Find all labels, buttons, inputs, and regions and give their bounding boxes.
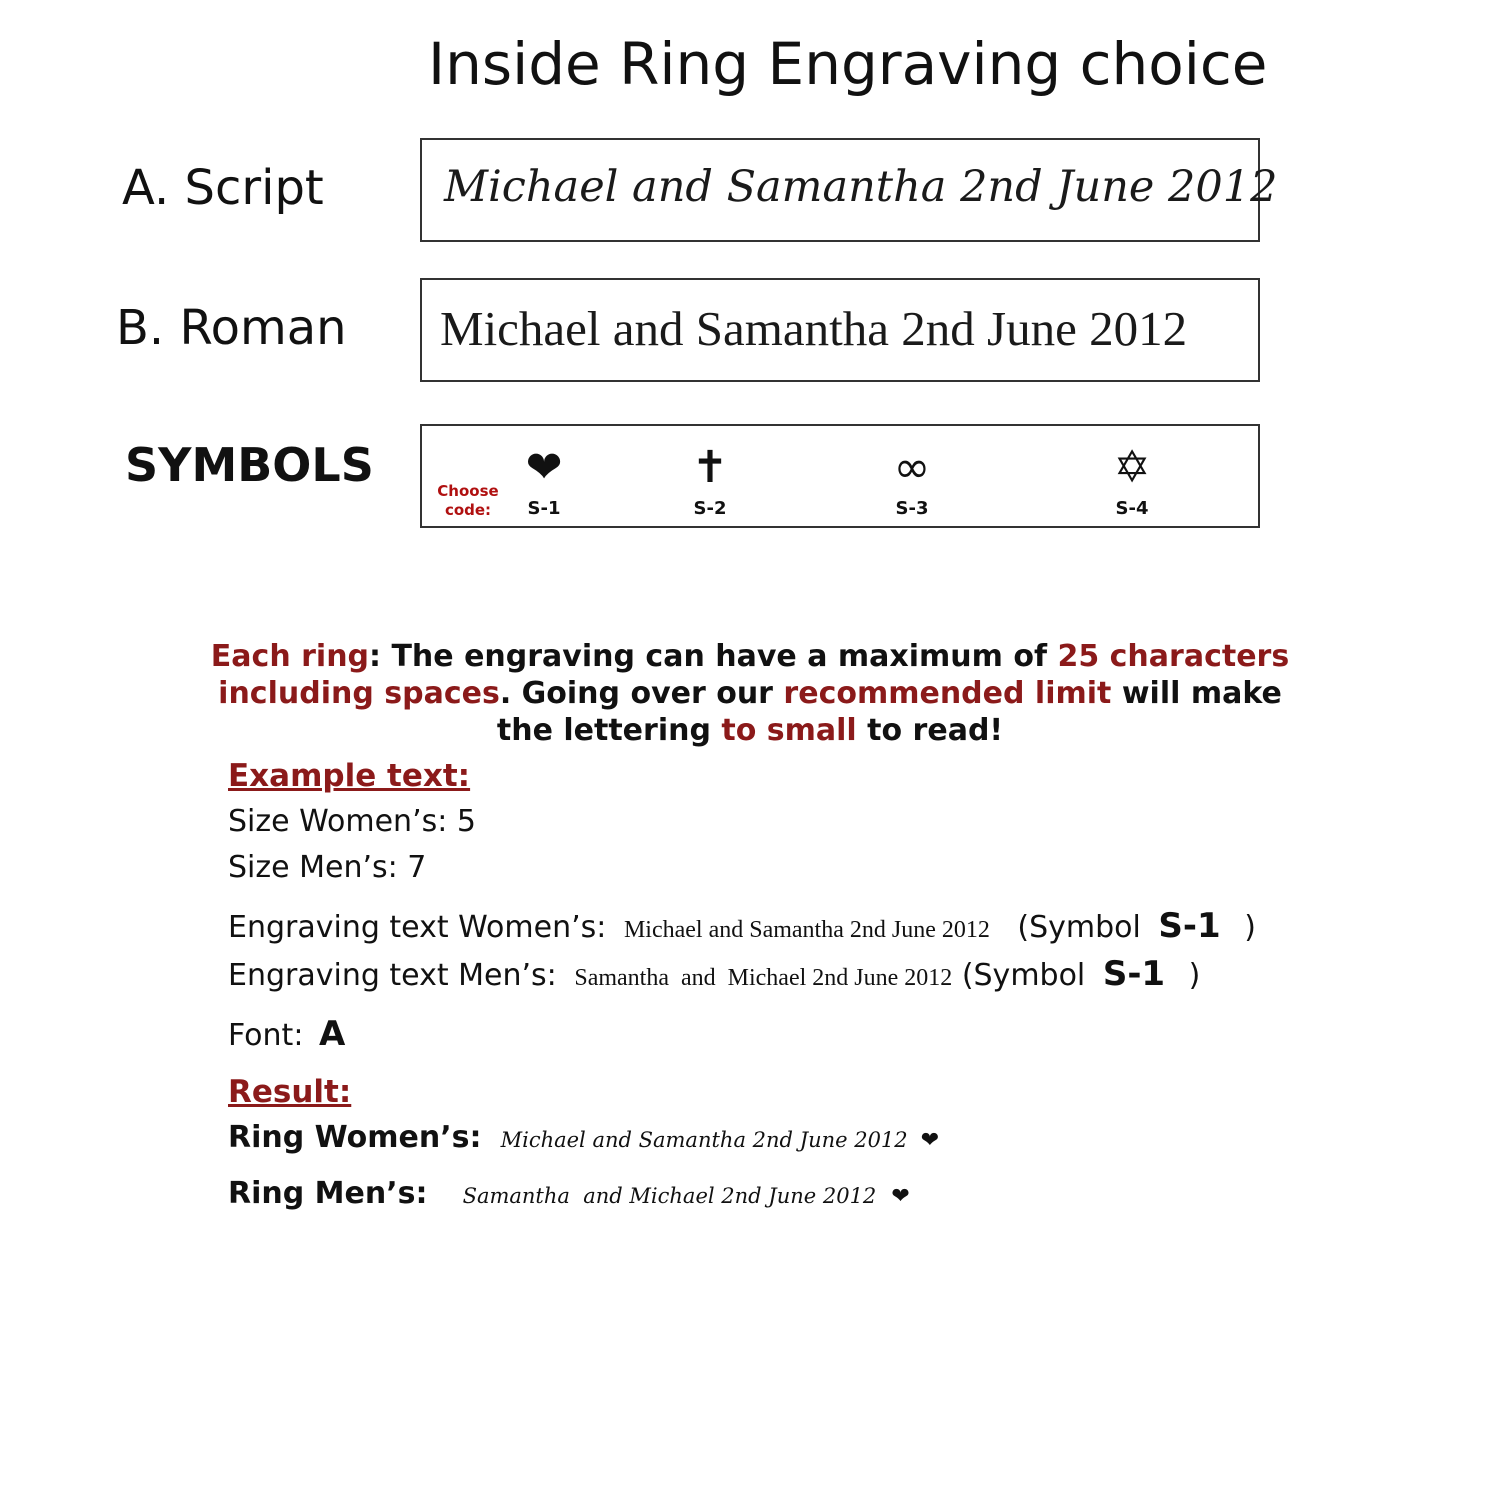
- symbol-code: S-1: [1158, 906, 1221, 946]
- each-ring-label: Each ring: [210, 639, 370, 674]
- heart-icon: ❤: [891, 1184, 910, 1209]
- symbol-code: S-1: [527, 498, 561, 519]
- roman-sample-text: Michael and Samantha 2nd June 2012: [440, 301, 1188, 356]
- page-title: Inside Ring Engraving choice: [428, 30, 1268, 98]
- heart-icon: ❤: [920, 1128, 940, 1153]
- heart-icon: ❤: [525, 442, 563, 493]
- size-women: Size Women’s: 5: [228, 804, 476, 839]
- ring-men-result: Ring Men’s: Samantha and Michael 2nd June 2012 ❤: [228, 1176, 910, 1211]
- ring-women-engraving: Michael and Samantha 2nd June 2012: [500, 1128, 908, 1152]
- example-heading: Example text:: [228, 758, 471, 794]
- option-script-label: A. Script: [122, 160, 324, 216]
- character-limit: 25 characters including spaces: [218, 639, 1290, 711]
- symbols-label: SYMBOLS: [125, 438, 374, 492]
- ring-women-result: Ring Women’s: Michael and Samantha 2nd June 2012 ❤: [228, 1120, 940, 1155]
- symbol-s2: [670, 442, 750, 519]
- symbol-code: S-4: [1115, 498, 1149, 519]
- symbol-s1: [504, 442, 584, 519]
- font-value: A: [318, 1014, 346, 1054]
- cross-icon: ✝: [691, 442, 729, 493]
- engraving-men-line: Engraving text Men’s: Samantha and Michael 2nd June 2012 (Symbol S-1 ): [228, 954, 1201, 994]
- result-heading: Result:: [228, 1074, 352, 1110]
- roman-sample-box: [420, 278, 1260, 382]
- engraving-limit-notice: Each ring: The engraving can have a maximum of 25 characters including spaces. Going over our recommended limit will make the lettering to small to read!: [210, 639, 1290, 748]
- size-men: Size Men’s: 7: [228, 850, 427, 885]
- choose-code-label: Choose code:: [437, 482, 499, 519]
- symbol-code: S-3: [895, 498, 929, 519]
- engraving-women-line: Engraving text Women’s: Michael and Samantha 2nd June 2012 (Symbol S-1 ): [228, 906, 1256, 946]
- infinity-icon: ∞: [893, 442, 931, 493]
- symbol-code: S-2: [693, 498, 727, 519]
- font-choice: Font: A: [228, 1014, 346, 1054]
- symbol-s4: [1092, 442, 1172, 519]
- ring-men-engraving: Samantha and Michael 2nd June 2012: [462, 1184, 877, 1208]
- symbols-box: [420, 424, 1260, 528]
- script-sample-text: Michael and Samantha 2nd June 2012: [444, 162, 1278, 212]
- star-of-david-icon: ✡: [1113, 442, 1151, 493]
- engraving-men-text: Samantha and Michael 2nd June 2012: [574, 965, 953, 991]
- symbol-s3: [872, 442, 952, 519]
- symbol-code: S-1: [1102, 954, 1166, 994]
- option-roman-label: B. Roman: [116, 300, 347, 356]
- engraving-women-text: Michael and Samantha 2nd June 2012: [623, 917, 990, 943]
- script-sample-box: [420, 138, 1278, 242]
